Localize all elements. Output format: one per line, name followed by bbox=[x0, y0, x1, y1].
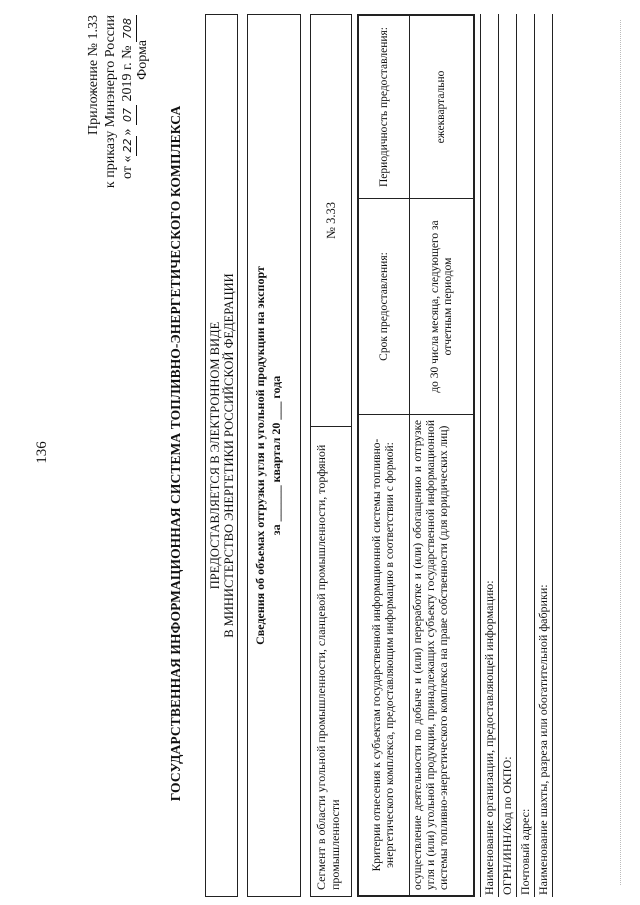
form-number: № 3.33 bbox=[323, 202, 338, 239]
submission-line-1: ПРЕДОСТАВЛЯЕТСЯ В ЭЛЕКТРОННОМ ВИДЕ bbox=[208, 321, 222, 590]
info-line-ogrn: ОГРН/ИНН/Код по ОКПО: bbox=[499, 14, 517, 897]
deadline-header: Срок предоставления: bbox=[359, 199, 410, 415]
frequency-text: ежеквартально bbox=[410, 16, 474, 199]
handwritten-month: 07 bbox=[119, 105, 137, 125]
appendix-number: Приложение № 1.33 bbox=[86, 15, 101, 135]
date-prefix: от « bbox=[120, 155, 135, 179]
criteria-header: Критерии отнесения к субъектам государственной информационной системы топливно-энергетического комплекса, предоставляющим информацию в соответствии с формой: bbox=[359, 415, 410, 896]
criteria-header-row bbox=[359, 16, 410, 896]
submission-line-2: В МИНИСТЕРСТВО ЭНЕРГЕТИКИ РОССИЙСКОЙ ФЕДЕРАЦИИ bbox=[222, 273, 236, 638]
appendix-header bbox=[85, 15, 137, 265]
deadline-text: до 30 числа месяца, следующего за отчетным периодом bbox=[410, 199, 474, 415]
info-line-address: Почтовый адрес: bbox=[517, 14, 535, 897]
date-mid: » bbox=[120, 125, 135, 136]
report-period: за ______ квартал 20 ___ года bbox=[269, 375, 283, 536]
handwritten-day: 22 bbox=[119, 136, 137, 156]
report-title: Сведения об объемах отгрузки угля и угольной продукции на экспорт bbox=[253, 266, 267, 645]
appendix-order: к приказу Минэнерго России bbox=[103, 15, 118, 189]
form-label: Форма bbox=[135, 40, 150, 80]
system-title: ГОСУДАРСТВЕННАЯ ИНФОРМАЦИОННАЯ СИСТЕМА ТОПЛИВНО-ЭНЕРГЕТИЧЕСКОГО КОМПЛЕКСА bbox=[168, 105, 183, 802]
segment-description: Сегмент в области угольной промышленности, сланцевой промышленности, торфяной промышленности bbox=[311, 426, 351, 896]
frequency-header: Периодичность предоставления: bbox=[359, 16, 410, 199]
page-number-text: 136 bbox=[33, 441, 50, 464]
handwritten-order-number: 708 bbox=[119, 15, 137, 42]
criteria-text: осуществление деятельности по добыче и (или) переработке и (или) обогащению и отгрузке угля и (или) угольной продукции, принадлежащих субъекту государственной информационной системы топливно-энергетического комплекса на праве собственности (для юридических лиц) bbox=[410, 415, 474, 896]
criteria-body-row bbox=[410, 16, 474, 896]
segment-box bbox=[310, 14, 352, 897]
respondent-info-lines bbox=[480, 14, 553, 897]
submission-box bbox=[205, 14, 238, 897]
criteria-table bbox=[357, 14, 475, 897]
report-title-box bbox=[247, 14, 301, 897]
info-line-mine: Наименование шахты, разреза или обогатительной фабрики: bbox=[535, 14, 553, 897]
info-line-organization: Наименование организации, предоставляющей информацию: bbox=[480, 14, 499, 897]
date-year: 2019 г. № bbox=[120, 42, 135, 106]
